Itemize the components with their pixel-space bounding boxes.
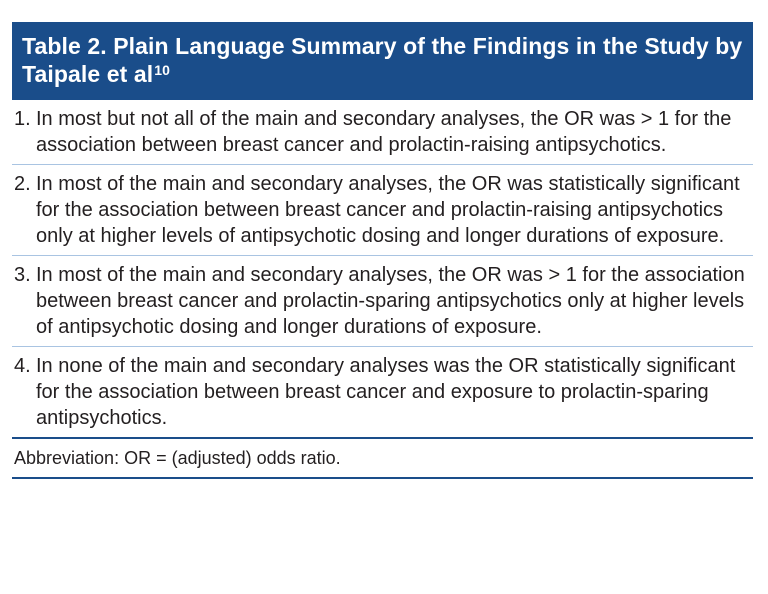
finding-item-1 [12, 100, 753, 165]
finding-item-3 [12, 256, 753, 347]
table-title: Table 2. Plain Language Summary of the Findings in the Study by Taipale et al [22, 33, 743, 87]
table-title-bar [12, 22, 753, 100]
finding-text: In most but not all of the main and secondary analyses, the OR was > 1 for the association between breast cancer and prolactin-raising antipsychotics. [36, 108, 732, 156]
findings-list [12, 100, 753, 439]
finding-number: 3. [14, 264, 31, 286]
finding-number: 1. [14, 108, 31, 130]
finding-text: In most of the main and secondary analyses, the OR was statistically significant for the association between breast cancer and prolactin-raising antipsychotics only at higher levels of antipsychotic dosing and longer durations of exposure. [36, 173, 740, 247]
finding-text: In most of the main and secondary analyses, the OR was > 1 for the association between breast cancer and prolactin-sparing antipsychotics only at higher levels of antipsychotic dosing and longer durations of exposure. [36, 264, 745, 338]
finding-number: 2. [14, 173, 31, 195]
finding-item-4 [12, 347, 753, 439]
title-reference: 10 [154, 62, 171, 78]
finding-text: In none of the main and secondary analyses was the OR statistically significant for the association between breast cancer and exposure to prolactin-sparing antipsychotics. [36, 355, 736, 429]
finding-number: 4. [14, 355, 31, 377]
abbreviation-footnote: Abbreviation: OR = (adjusted) odds ratio. [12, 439, 753, 479]
finding-item-2 [12, 165, 753, 256]
summary-table [12, 22, 753, 479]
